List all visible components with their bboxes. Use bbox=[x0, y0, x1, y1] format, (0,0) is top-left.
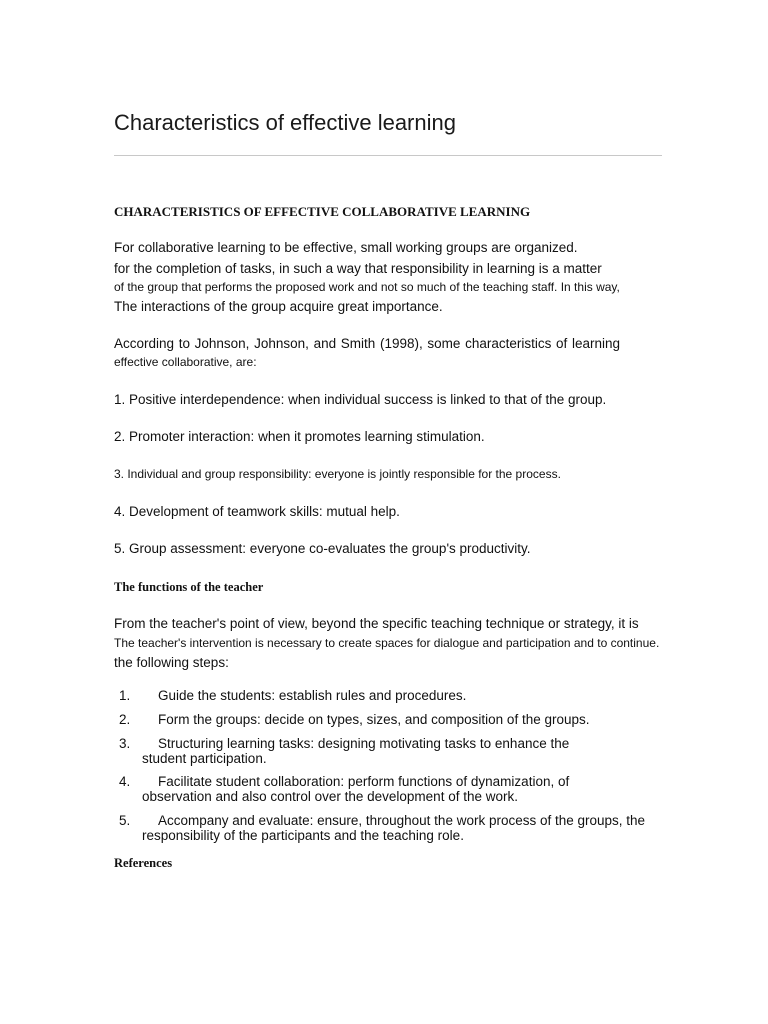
characteristic-item: 5. Group assessment: everyone co-evaluates the group's productivity. bbox=[114, 541, 531, 556]
intro-paragraph-line: for the completion of tasks, in such a way that responsibility in learning is a matter bbox=[114, 261, 602, 276]
step-text: Accompany and evaluate: ensure, throughout the work process of the groups, the bbox=[158, 813, 646, 828]
step-number: 3. bbox=[119, 736, 131, 751]
step-text: Structuring learning tasks: designing motivating tasks to enhance the bbox=[158, 736, 570, 751]
step-number: 1. bbox=[119, 688, 131, 703]
characteristic-item: 1. Positive interdependence: when individual success is linked to that of the group. bbox=[114, 392, 607, 407]
step-text: Facilitate student collaboration: perform functions of dynamization, of bbox=[158, 774, 570, 789]
title-divider bbox=[114, 155, 662, 156]
step-text: Guide the students: establish rules and procedures. bbox=[158, 688, 467, 703]
characteristic-item: 3. Individual and group responsibility: everyone is jointly responsible for the process. bbox=[114, 467, 561, 481]
step-number: 4. bbox=[119, 774, 131, 789]
step-number: 2. bbox=[119, 712, 131, 727]
intro-paragraph-line: of the group that performs the proposed work and not so much of the teaching staff. In this way, bbox=[114, 280, 620, 294]
step-text: Form the groups: decide on types, sizes, and composition of the groups. bbox=[158, 712, 590, 727]
teacher-paragraph-line: the following steps: bbox=[114, 655, 229, 670]
citation-paragraph-line: effective collaborative, are: bbox=[114, 355, 257, 369]
characteristic-item: 2. Promoter interaction: when it promotes learning stimulation. bbox=[114, 429, 485, 444]
citation-paragraph-line: According to Johnson, Johnson, and Smith (1998), some characteristics of learning bbox=[114, 336, 620, 351]
step-number: 5. bbox=[119, 813, 131, 828]
page-title: Characteristics of effective learning bbox=[114, 110, 456, 135]
characteristic-item: 4. Development of teamwork skills: mutual help. bbox=[114, 504, 400, 519]
intro-paragraph-line: The interactions of the group acquire great importance. bbox=[114, 299, 443, 314]
section-heading-teacher: The functions of the teacher bbox=[114, 580, 264, 594]
teacher-paragraph-line: From the teacher's point of view, beyond the specific teaching technique or strategy, it is bbox=[114, 616, 639, 631]
references-heading: References bbox=[114, 856, 173, 870]
step-text-continuation: observation and also control over the development of the work. bbox=[142, 789, 518, 804]
step-text-continuation: student participation. bbox=[142, 751, 267, 766]
step-text-continuation: responsibility of the participants and the teaching role. bbox=[142, 828, 464, 843]
section-heading-collaborative: CHARACTERISTICS OF EFFECTIVE COLLABORATIVE LEARNING bbox=[114, 204, 531, 219]
intro-paragraph-line: For collaborative learning to be effective, small working groups are organized. bbox=[114, 240, 578, 255]
teacher-paragraph-line: The teacher's intervention is necessary to create spaces for dialogue and participation and to continue. bbox=[114, 636, 660, 650]
